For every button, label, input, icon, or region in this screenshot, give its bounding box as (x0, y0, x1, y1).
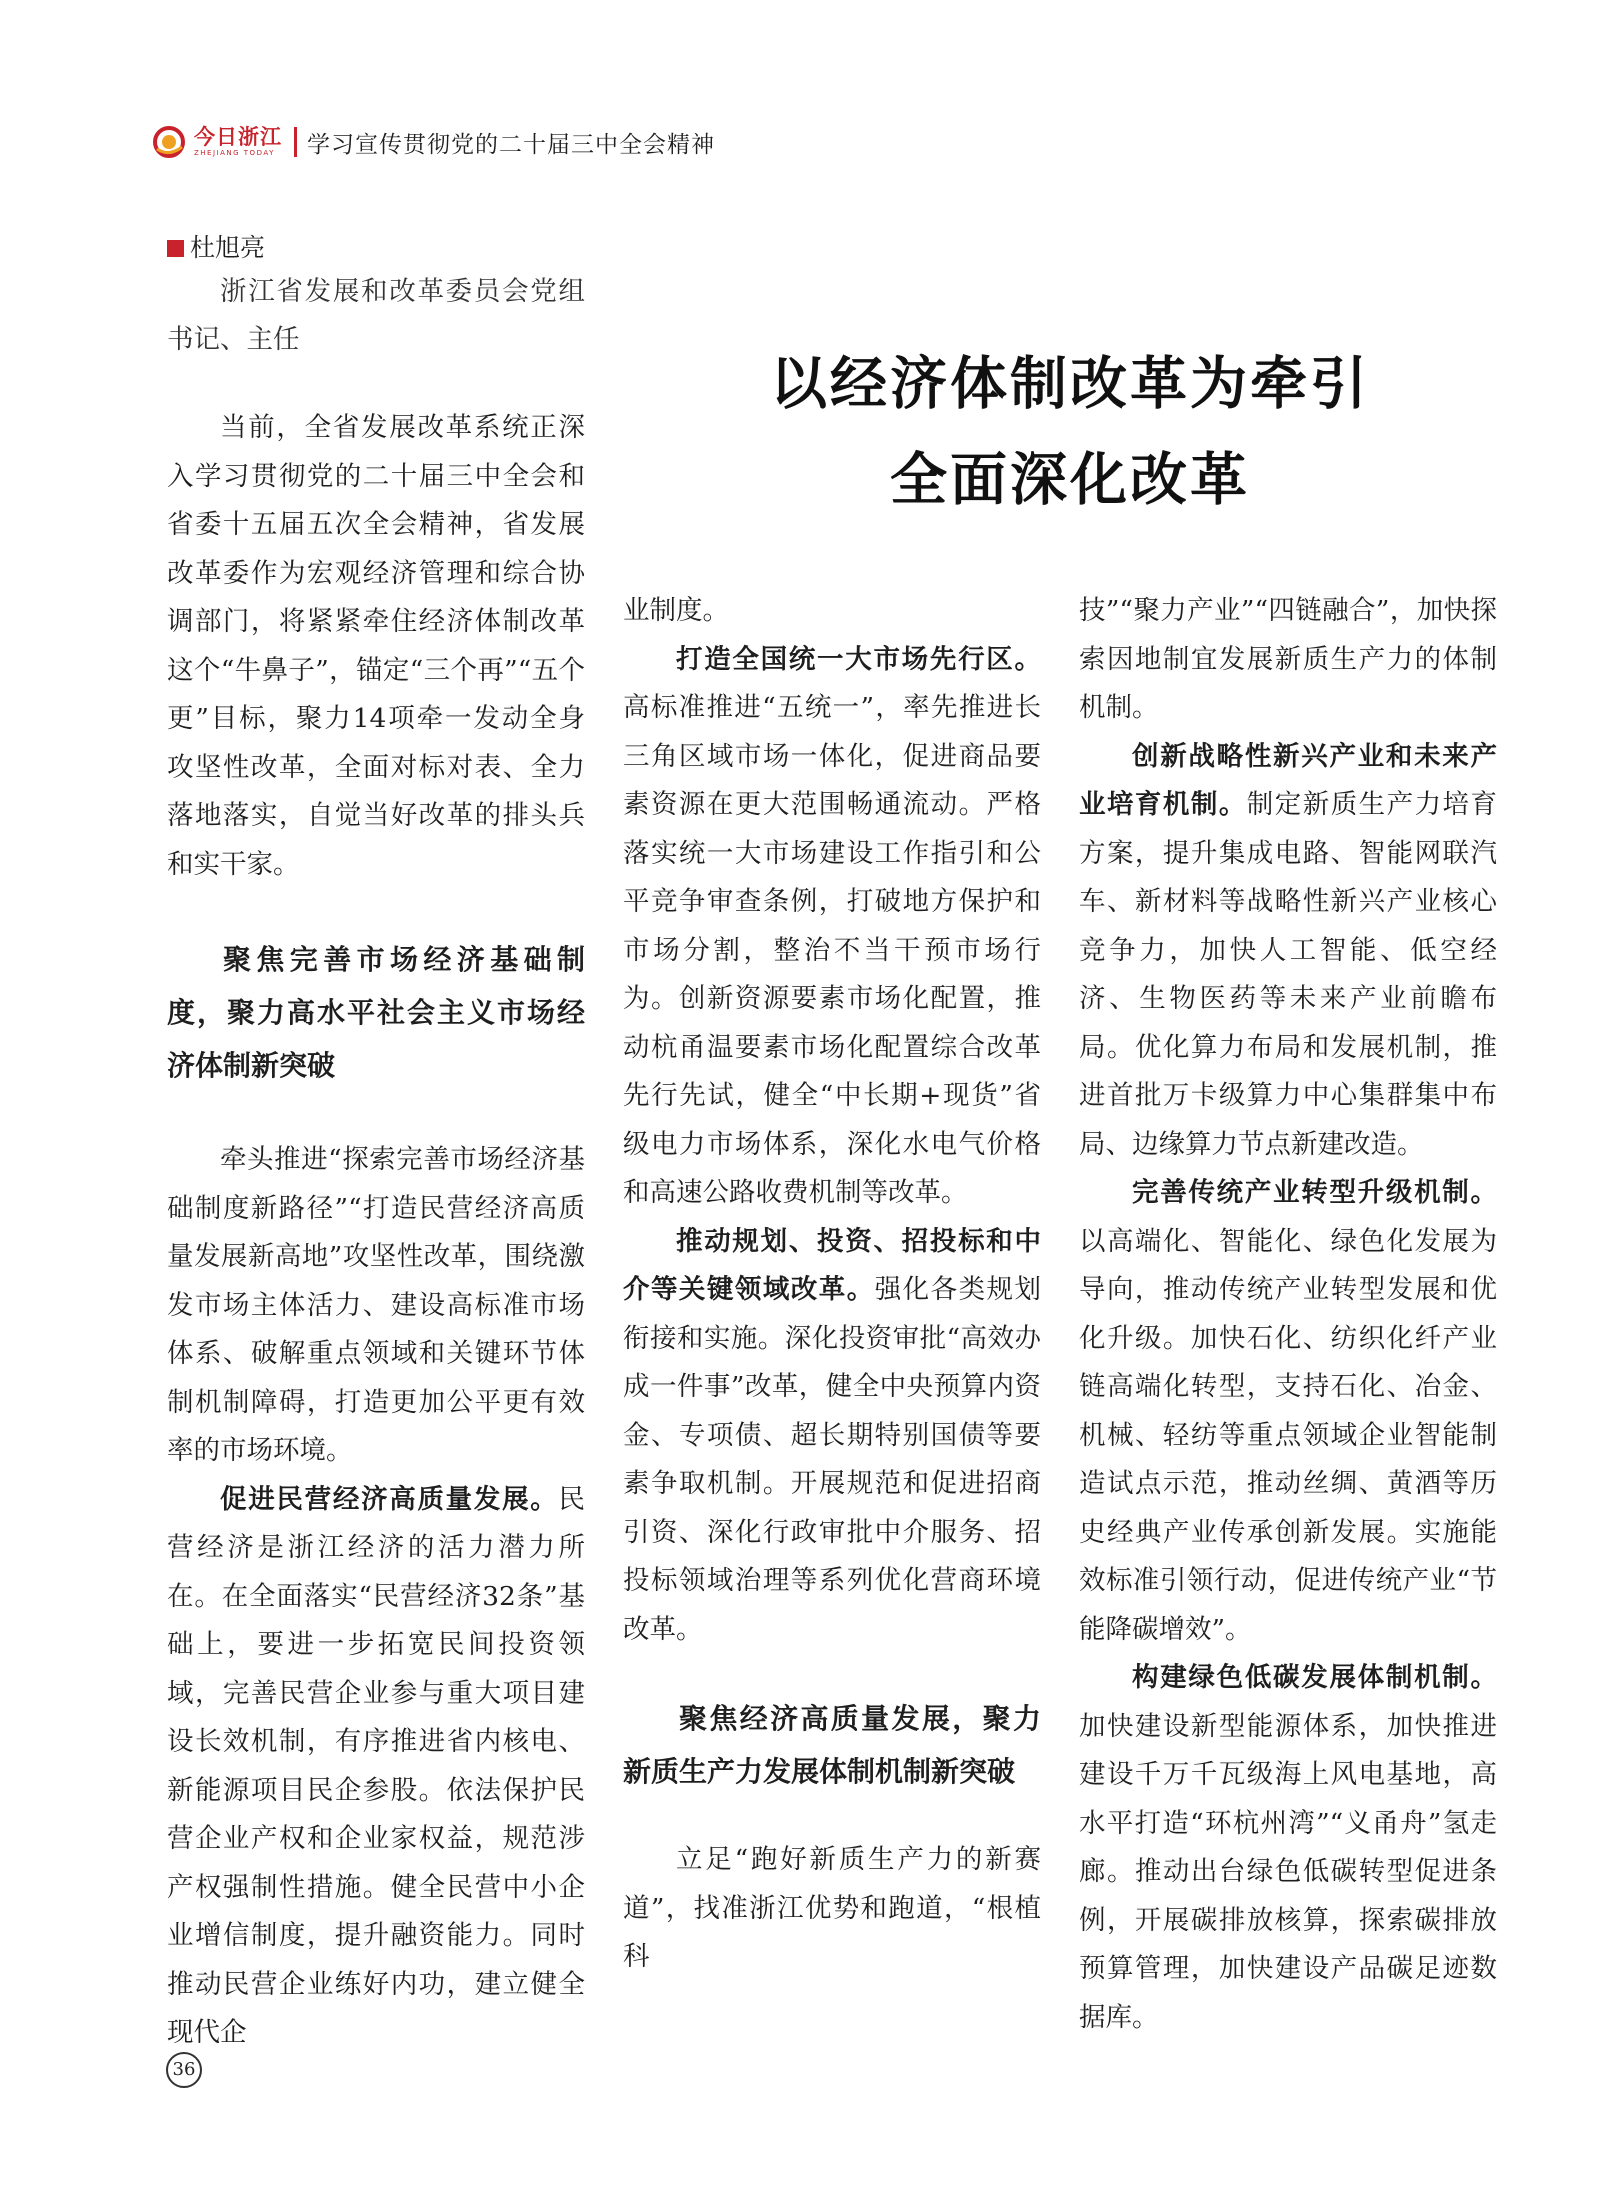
section-heading-2: 聚焦经济高质量发展，聚力新质生产力发展体制机制新突破 (623, 1702, 1041, 1788)
column-1 (167, 228, 585, 2058)
paragraph: 立足“跑好新质生产力的新赛道”，找准浙江优势和跑道，“根植科 (623, 1844, 1041, 1972)
paragraph (623, 1218, 1041, 1655)
logo-icon (152, 125, 186, 159)
intro-paragraph: 当前，全省发展改革系统正深入学习贯彻党的二十届三中全会和省委十五届五次全会精神，省发展改革委作为宏观经济管理和综合协调部门，将紧紧牵住经济体制改革这个“牛鼻子”，锚定“三个再”“五个更”目标，聚力14项牵一发动全身攻坚性改革，全面对标对表、全力落地落实，自觉当好改革的排头兵和实干家。 (167, 412, 585, 880)
article-title-line1: 以经济体制改革为牵引 (770, 350, 1370, 417)
author-title: 浙江省发展和改革委员会党组书记、主任 (167, 276, 585, 355)
author-name: 杜旭亮 (190, 233, 266, 262)
paragraph-keyword: 完善传统产业转型升级机制。 (1132, 1177, 1497, 1208)
header-title: 学习宣传贯彻党的二十届三中全会精神 (307, 131, 715, 158)
paragraph: 技”“聚力产业”“四链融合”，加快探索因地制宜发展新质生产力的体制机制。 (1079, 595, 1497, 723)
author-marker-icon (167, 240, 184, 257)
header-divider (294, 127, 297, 157)
paragraph-body: 以高端化、智能化、绿色化发展为导向，推动传统产业转型发展和优化升级。加快石化、纺织化纤产业链高端化转型，支持石化、冶金、机械、轻纺等重点领域企业智能制造试点示范，推动丝绸、黄酒等历史经典产业传承创新发展。实施能效标准引领行动，促进传统产业“节能降碳增效”。 (1079, 1225, 1497, 1645)
paragraph-body: 强化各类规划衔接和实施。深化投资审批“高效办成一件事”改革，健全中央预算内资金、专项债、超长期特别国债等要素争取机制。开展规范和促进招商引资、深化行政审批中介服务、招投标领域治理等系列优化营商环境改革。 (623, 1274, 1042, 1645)
article-title-line2: 全面深化改革 (890, 446, 1250, 513)
paragraph-keyword: 创新战略性新兴产业和未来产业培育机制。 (1079, 740, 1497, 820)
column-2 (623, 587, 1041, 1982)
article-title (700, 336, 1440, 528)
paragraph-body: 制定新质生产力培育方案，提升集成电路、智能网联汽车、新材料等战略性新兴产业核心竞争力，加快人工智能、低空经济、生物医药等未来产业前瞻布局。优化算力布局和发展机制，推进首批万卡级算力中心集群集中布局、边缘算力节点新建改造。 (1079, 789, 1498, 1160)
page-number: 36 (166, 2052, 202, 2088)
paragraph (623, 636, 1041, 1218)
column-3 (1079, 587, 1497, 2042)
paragraph (1079, 1169, 1497, 1654)
paragraph-keyword: 打造全国统一大市场先行区。 (676, 643, 1041, 675)
section-heading-1: 聚焦完善市场经济基础制度，聚力高水平社会主义市场经济体制新突破 (167, 943, 585, 1082)
logo-en: ZHEJIANG TODAY (194, 149, 275, 157)
logo-cn: 今日浙江 (194, 124, 282, 149)
paragraph (1079, 1654, 1497, 2042)
author-byline (167, 228, 585, 268)
paragraph (167, 1476, 585, 2058)
paragraph (1079, 733, 1497, 1170)
paragraph-body: 加快建设新型能源体系，加快推进建设千万千瓦级海上风电基地，高水平打造“环杭州湾”“义甬舟”氢走廊。推动出台绿色低碳转型促进条例，开展碳排放核算，探索碳排放预算管理，加快建设产品碳足迹数据库。 (1079, 1710, 1497, 2033)
paragraph-body: 民营经济是浙江经济的活力潜力所在。在全面落实“民营经济32条”基础上，要进一步拓宽民间投资领域，完善民营企业参与重大项目建设长效机制，有序推进省内核电、新能源项目民企参股。依法保护民营企业产权和企业家权益，规范涉产权强制性措施。健全民营中小企业增信制度，提升融资能力。同时推动民营企业练好内功，建立健全现代企 (167, 1483, 585, 2048)
paragraph: 牵头推进“探索完善市场经济基础制度新路径”“打造民营经济高质量发展新高地”攻坚性改革，围绕激发市场主体活力、建设高标准市场体系、破解重点领域和关键环节体制机制障碍，打造更加公平更有效率的市场环境。 (167, 1144, 585, 1466)
paragraph-keyword: 促进民营经济高质量发展。 (220, 1483, 559, 1515)
header (152, 118, 715, 166)
paragraph-body: 高标准推进“五统一”，率先推进长三角区域市场一体化，促进商品要素资源在更大范围畅通流动。严格落实统一大市场建设工作指引和公平竞争审查条例，打破地方保护和市场分割，整治不当干预市场行为。创新资源要素市场化配置，推动杭甬温要素市场化配置综合改革先行先试，健全“中长期+现货”省级电力市场体系，深化水电气价格和高速公路收费机制等改革。 (623, 692, 1041, 1208)
paragraph-keyword: 构建绿色低碳发展体制机制。 (1132, 1662, 1497, 1693)
paragraph: 业制度。 (623, 595, 729, 626)
logo (194, 126, 282, 158)
paragraph-keyword: 推动规划、投资、招投标和中介等关键领域改革。 (623, 1225, 1041, 1305)
